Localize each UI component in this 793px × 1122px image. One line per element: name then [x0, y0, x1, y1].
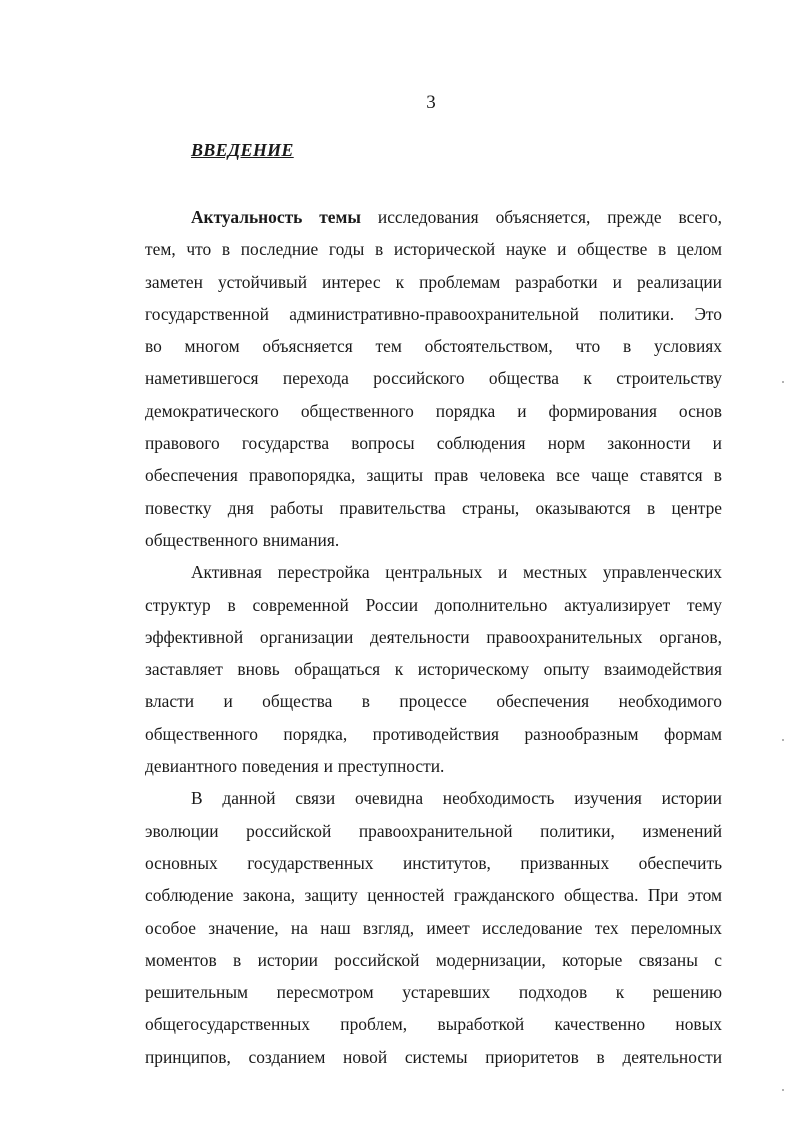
text-line: основных государственных институтов, призванных обеспечить — [145, 852, 722, 873]
paragraph-necessity — [145, 782, 722, 1073]
scan-speck — [782, 739, 784, 741]
text-line: особое значение, на наш взгляд, имеет исследование тех переломных — [145, 917, 722, 938]
text-line: правового государства вопросы соблюдения норм законности и — [145, 433, 722, 454]
text-line: тем, что в последние годы в исторической науке и обществе в целом — [145, 239, 722, 260]
text-line: повестку дня работы правительства страны, оказываются в центре — [145, 497, 722, 518]
text-line: эффективной организации деятельности правоохранительных органов, — [145, 626, 722, 647]
text-line: заметен устойчивый интерес к проблемам разработки и реализации — [145, 271, 722, 292]
text-line: общегосударственных проблем, выработкой качественно новых — [145, 1014, 722, 1035]
paragraph-relevance — [145, 201, 722, 556]
text-line: наметившегося перехода российского общества к строительству — [145, 368, 722, 389]
text-line: общественного порядка, противодействия разнообразным формам — [145, 723, 722, 744]
text-line — [145, 201, 722, 233]
text-line: во многом объясняется тем обстоятельством, что в условиях — [145, 336, 722, 357]
text-line: решительным пересмотром устаревших подходов к решению — [145, 982, 722, 1003]
text-line: общественного внимания. — [145, 529, 340, 550]
text-line: обеспечения правопорядка, защиты прав человека все чаще ставятся в — [145, 465, 722, 486]
text-line: власти и общества в процессе обеспечения необходимого — [145, 691, 722, 712]
text-line: государственной административно-правоохранительной политики. Это — [145, 303, 722, 324]
text-line: демократического общественного порядка и формирования основ — [145, 400, 722, 421]
text-line: принципов, созданием новой системы приоритетов в деятельности — [145, 1046, 722, 1067]
scan-speck — [782, 381, 784, 383]
text-line: Активная перестройка центральных и местных управленческих — [191, 562, 722, 583]
text-line: структур в современной России дополнительно актуализирует тему — [145, 594, 722, 615]
text-line: соблюдение закона, защиту ценностей гражданского общества. При этом — [145, 885, 722, 906]
text-line: В данной связи очевидна необходимость изучения истории — [191, 788, 722, 809]
scan-speck — [782, 1089, 784, 1091]
text-line: моментов в истории российской модернизации, которые связаны с — [145, 949, 722, 970]
text-line-rest: исследования объясняется, прежде всего, — [360, 207, 722, 227]
page-number: 3 — [426, 92, 436, 113]
text-line: девиантного поведения и преступности. — [145, 756, 445, 777]
text-line: заставляет вновь обращаться к историческому опыту взаимодействия — [145, 659, 722, 680]
bold-term: Актуальность темы — [191, 207, 361, 227]
section-heading: ВВЕДЕНИЕ — [191, 140, 294, 160]
body-text — [145, 201, 722, 1073]
text-line: эволюции российской правоохранительной политики, изменений — [145, 820, 722, 841]
paragraph-restructuring — [145, 556, 722, 782]
